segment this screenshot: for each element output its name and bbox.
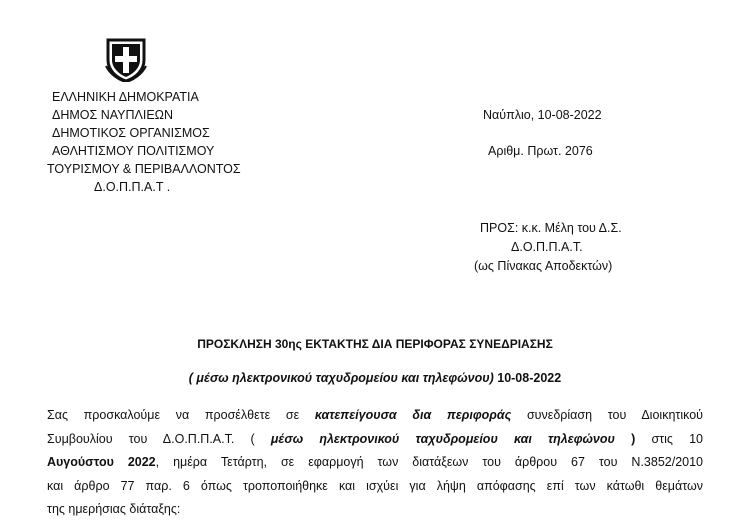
issuer-line-3: ΔΗΜΟΤΙΚΟΣ ΟΡΓΑΝΙΣΜΟΣ: [52, 126, 210, 140]
subtitle-date: 10-08-2022: [493, 371, 562, 385]
urgent-phrase: κατεπείγουσα δια περιφοράς: [314, 408, 512, 422]
issuer-line-2: ΔΗΜΟΣ ΝΑΥΠΛΙΕΩΝ: [52, 108, 174, 122]
issuer-line-5: ΤΟΥΡΙΣΜΟΥ & ΠΕΡΙΒΑΛΛΟΝΤΟΣ: [47, 162, 241, 176]
protocol-number: Αριθμ. Πρωτ. 2076: [488, 144, 593, 158]
recipient-line-2: Δ.Ο.Π.Π.Α.Τ.: [511, 240, 583, 254]
issuer-line-6: Δ.Ο.Π.Π.Α.Τ .: [94, 180, 171, 194]
document-subtitle: [0, 371, 750, 385]
means-phrase: μέσω ηλεκτρονικού ταχυδρομείου και τηλεφώνου: [270, 431, 615, 446]
body-line-4: και άρθρο 77 παρ. 6 όπως τροποποιήθηκε και ισχύει για λήψη απόφασης επί των κάτωθι θεμάτων: [47, 478, 703, 493]
issuer-line-1: ΕΛΛΗΝΙΚΗ ΔΗΜΟΚΡΑΤΙΑ: [52, 90, 199, 104]
body-line-2: Συμβουλίου του Δ.Ο.Π.Π.Α.Τ. ( μέσω ηλεκτρονικού ταχυδρομείου και τηλεφώνου ) στις 10: [47, 431, 704, 446]
body-line-1: Σας προσκαλούμε να προσέλθετε σε κατεπείγουσα δια περιφοράς συνεδρίαση του Διοικητικού: [47, 408, 703, 422]
subtitle-means: ( μέσω ηλεκτρονικού ταχυδρομείου και τηλεφώνου): [188, 371, 494, 385]
recipient-line-1: ΠΡΟΣ: κ.κ. Μέλη του Δ.Σ.: [480, 221, 622, 235]
body-paragraph: [47, 404, 703, 522]
recipient-line-3: (ως Πίνακας Αποδεκτών): [474, 259, 613, 273]
place-date: Ναύπλιο, 10-08-2022: [483, 108, 602, 122]
issuer-line-4: ΑΘΛΗΤΙΣΜΟΥ ΠΟΛΙΤΙΣΜΟΥ: [52, 144, 215, 158]
greek-emblem-icon: [104, 36, 148, 82]
meeting-date: Αυγούστου 2022: [47, 455, 156, 469]
document-title: ΠΡΟΣΚΛΗΣΗ 30ης ΕΚΤΑΚΤΗΣ ΔΙΑ ΠΕΡΙΦΟΡΑΣ ΣΥΝΕΔΡΙΑΣΗΣ: [197, 337, 553, 351]
body-line-3: Αυγούστου 2022, ημέρα Τετάρτη, σε εφαρμογή των διατάξεων του άρθρου 67 του Ν.3852/2010: [47, 455, 704, 469]
body-line-5: της ημερήσιας διάταξης:: [47, 502, 181, 516]
